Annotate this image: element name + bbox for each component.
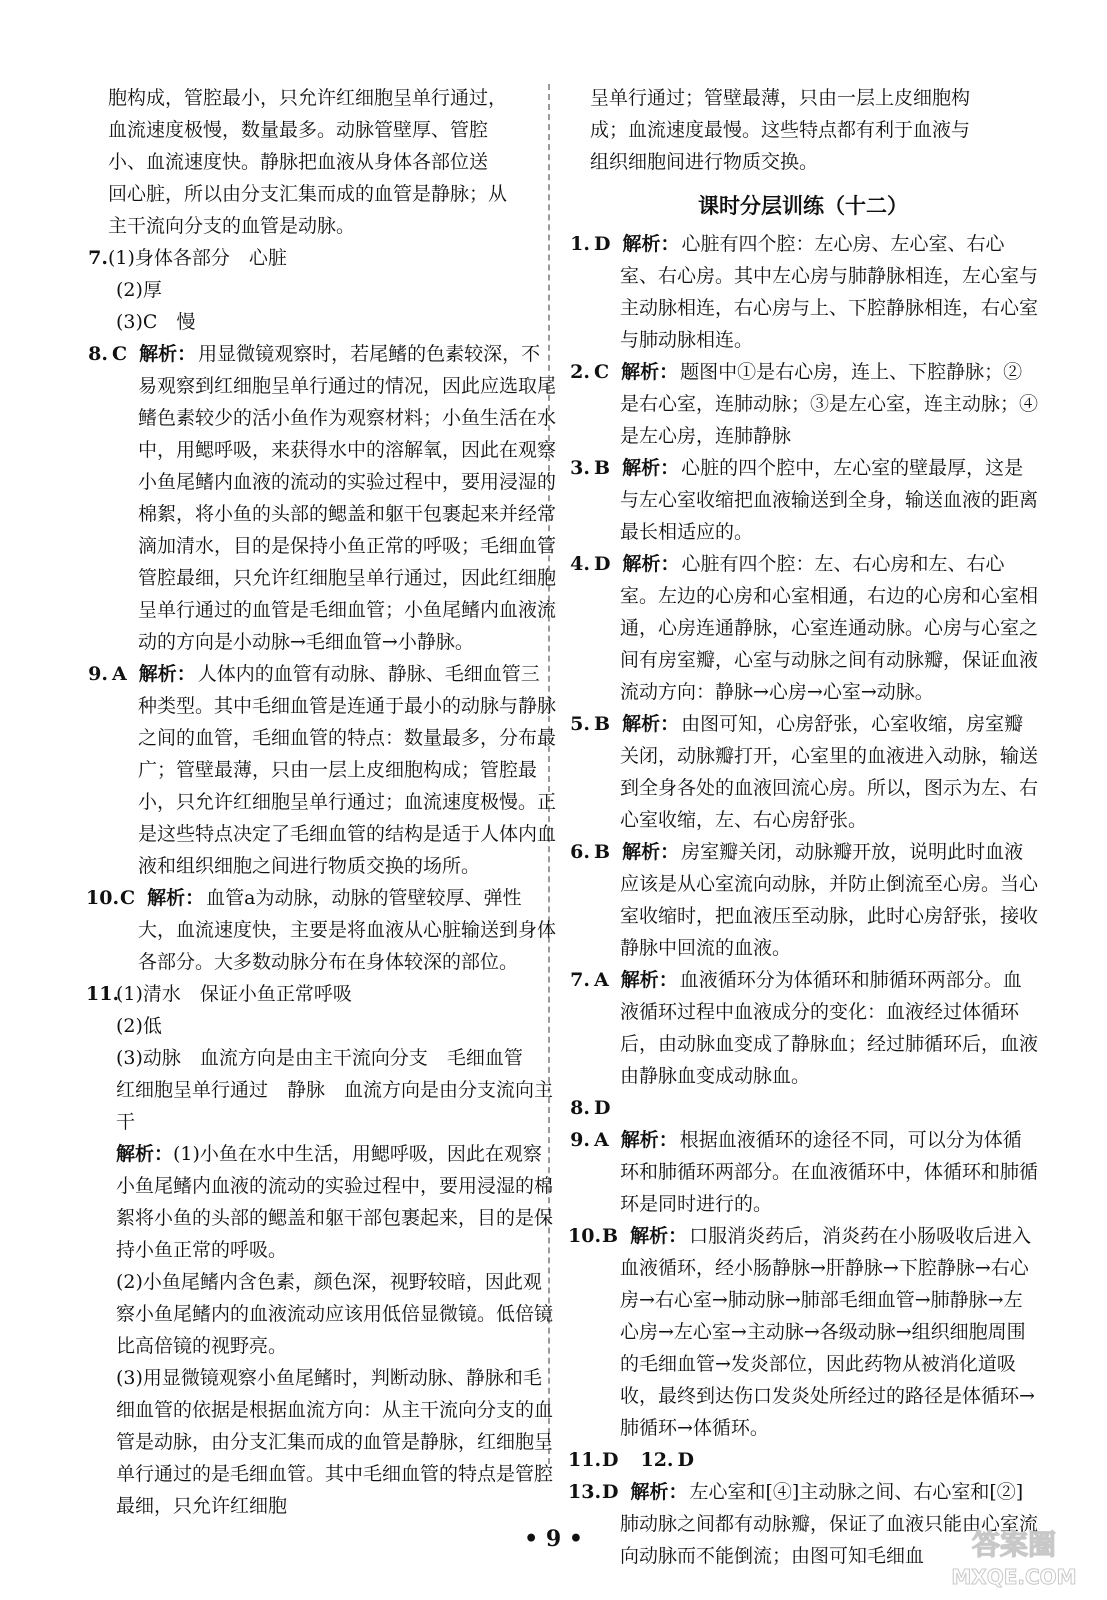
analysis-text: 房室瓣关闭，动脉瓣开放，说明此时血液应该是从心室流向动脉，并防止倒流至心房。当心室收缩时，把血液压至动脉，此时心房舒张，接收静脉中回流的血液。 bbox=[620, 841, 1039, 959]
question-number: 9. bbox=[88, 663, 108, 685]
text-line: 小、血流速度快。静脉把血液从身体各部位送 bbox=[108, 151, 489, 173]
answer-letter: A bbox=[594, 1129, 609, 1151]
answer-letter: D bbox=[602, 1449, 619, 1471]
question-7 bbox=[568, 964, 1038, 1092]
question-6 bbox=[568, 836, 1038, 964]
text-line: 胞构成，管腔最小，只允许红细胞呈单行通过， bbox=[108, 87, 508, 109]
section-title: 课时分层训练（十二） bbox=[698, 194, 908, 218]
analysis-label: 解析： bbox=[622, 553, 680, 575]
answer-line: (1)身体各部分 心脏 bbox=[108, 247, 287, 269]
question-1 bbox=[568, 228, 1038, 356]
analysis-text: (3)用显微镜观察小鱼尾鳍时，判断动脉、静脉和毛细血管的依据是根据血流方向：从主干流向分支的血管是动脉，由分支汇集而成的血管是静脉，红细胞呈单行通过的是毛细血管。其中毛细血管的特点是管腔最细，只允许红细胞 bbox=[116, 1367, 554, 1517]
question-7 bbox=[86, 242, 556, 274]
question-11 bbox=[86, 978, 556, 1010]
answer-letter: D bbox=[594, 553, 611, 575]
question-11-12 bbox=[568, 1444, 1038, 1476]
right-column bbox=[568, 82, 1038, 1572]
answer-letter: D bbox=[594, 233, 611, 255]
question-number: 1. bbox=[570, 233, 590, 255]
text-line: 成；血流速度最慢。这些特点都有利于血液与 bbox=[590, 119, 971, 141]
answer-line: (3)C 慢 bbox=[116, 311, 196, 333]
analysis-text: 心脏的四个腔中，左心室的壁最厚，这是与左心室收缩把血液输送到全身，输送血液的距离最长相适应的。 bbox=[620, 457, 1039, 543]
text-line: 呈单行通过；管壁最薄，只由一层上皮细胞构 bbox=[590, 87, 971, 109]
question-9 bbox=[86, 658, 556, 882]
question-number: 4. bbox=[570, 553, 590, 575]
question-number: 10. bbox=[568, 1225, 602, 1247]
watermark-url: MXQE.COM bbox=[951, 1565, 1077, 1589]
right-intro bbox=[568, 82, 1038, 178]
answer-letter: A bbox=[112, 663, 127, 685]
question-3 bbox=[568, 452, 1038, 548]
question-4 bbox=[568, 548, 1038, 708]
answer-letter: C bbox=[594, 361, 610, 383]
analysis-text: 血管a为动脉，动脉的管壁较厚、弹性大，血流速度快，主要是将血液从心脏输送到身体各部分。大多数动脉分布在身体较深的部位。 bbox=[138, 887, 557, 973]
analysis-label: 解析： bbox=[620, 969, 678, 991]
question-number: 3. bbox=[570, 457, 590, 479]
question-number: 12. bbox=[640, 1449, 674, 1471]
answer-letter: D bbox=[677, 1449, 695, 1471]
answer-letter: B bbox=[594, 713, 611, 735]
question-5 bbox=[568, 708, 1038, 836]
question-10 bbox=[86, 882, 556, 978]
answer-line: (2)厚 bbox=[116, 279, 162, 301]
answer-letter: C bbox=[112, 343, 128, 365]
analysis-text: 题图中①是右心房，连上、下腔静脉；②是右心室，连肺动脉；③是左心室，连主动脉；④是左心房，连肺静脉 bbox=[620, 361, 1039, 447]
answer-line: (1)清水 保证小鱼正常呼吸 bbox=[116, 983, 352, 1005]
question-number: 9. bbox=[570, 1129, 590, 1151]
analysis-label: 解析： bbox=[138, 663, 196, 685]
question-9 bbox=[568, 1124, 1038, 1220]
analysis-label: 解析： bbox=[116, 1143, 174, 1165]
text-line: 主干流向分支的血管是动脉。 bbox=[108, 215, 356, 237]
question-number: 6. bbox=[570, 841, 590, 863]
analysis-label: 解析： bbox=[622, 713, 680, 735]
watermark-logo bbox=[939, 1522, 1089, 1592]
analysis-text: 血液循环分为体循环和肺循环两部分。血液循环过程中血液成分的变化：血液经过体循环后，由动脉血变成了静脉血；经过肺循环后，血液由静脉血变成动脉血。 bbox=[620, 969, 1039, 1087]
analysis-label: 解析： bbox=[139, 343, 197, 365]
analysis-text: 由图可知，心房舒张，心室收缩，房室瓣关闭，动脉瓣打开，心室里的血液进入动脉，输送到全身各处的血液回流心房。所以，图示为左、右心室收缩，左、右心房舒张。 bbox=[620, 713, 1039, 831]
analysis-label: 解析： bbox=[622, 233, 680, 255]
analysis-label: 解析： bbox=[147, 887, 205, 909]
text-line: 血流速度极慢，数量最多。动脉管壁厚、管腔 bbox=[108, 119, 489, 141]
answer-letter: D bbox=[594, 1097, 611, 1119]
watermark-text: 答案圈 bbox=[971, 1528, 1057, 1561]
question-number: 11. bbox=[568, 1449, 602, 1471]
answer-letter: D bbox=[602, 1481, 619, 1503]
question-number: 2. bbox=[570, 361, 590, 383]
question-number: 11. bbox=[86, 983, 120, 1005]
analysis-text: 心脏有四个腔：左心房、左心室、右心室、右心房。其中左心房与肺静脉相连，左心室与主动脉相连，右心房与上、下腔静脉相连，右心室与肺动脉相连。 bbox=[620, 233, 1039, 351]
question-number: 5. bbox=[570, 713, 590, 735]
analysis-text: (2)小鱼尾鳍内含色素，颜色深，视野较暗，因此观察小鱼尾鳍内的血液流动应该用低倍显微镜。低倍镜比高倍镜的视野亮。 bbox=[116, 1271, 554, 1357]
analysis-text: 口服消炎药后，消炎药在小肠吸收后进入血液循环，经小肠静脉→肝静脉→下腔静脉→右心房→右心室→肺动脉→肺部毛细血管→肺静脉→左心房→左心室→主动脉→各级动脉→组织细胞周围的毛细血管→发炎部位，因此药物从被消化道吸收，最终到达伤口发炎处所经过的路径是体循环→肺循环→体循环。 bbox=[620, 1225, 1035, 1439]
text-line: 组织细胞间进行物质交换。 bbox=[590, 151, 819, 173]
answer-line: (2)低 bbox=[116, 1015, 162, 1037]
analysis-label: 解析： bbox=[620, 1129, 678, 1151]
question-8 bbox=[568, 1092, 1038, 1124]
analysis-label: 解析： bbox=[630, 1225, 688, 1247]
question-number: 8. bbox=[88, 343, 108, 365]
question-8 bbox=[86, 338, 556, 658]
analysis-text: 用显微镜观察时，若尾鳍的色素较深，不易观察到红细胞呈单行通过的情况，因此应选取尾鳍色素较少的活小鱼作为观察材料；小鱼生活在水中，用鳃呼吸，来获得水中的溶解氧，因此在观察小鱼尾鳍内血液的流动的实验过程中，要用浸湿的棉絮，将小鱼的头部的鳃盖和躯干包裹起来并经常滴加清水，目的是保持小鱼正常的呼吸；毛细血管管腔最细，只允许红细胞呈单行通过，因此红细胞呈单行通过的血管是毛细血管；小鱼尾鳍内血液流动的方向是小动脉→毛细血管→小静脉。 bbox=[138, 343, 557, 653]
question-number: 7. bbox=[88, 247, 108, 269]
analysis-label: 解析： bbox=[622, 841, 680, 863]
answer-line: (3)动脉 血流方向是由主干流向分支 毛细血管 红细胞呈单行通过 静脉 血流方向是由分支流向主干 bbox=[116, 1047, 554, 1133]
analysis-text: 心脏有四个腔：左、右心房和左、右心室。左边的心房和心室相通，右边的心房和心室相通，心房连通静脉，心室连通动脉。心房与心室之间有房室瓣，心室与动脉之间有动脉瓣，保证血液流动方向：静脉→心房→心室→动脉。 bbox=[620, 553, 1039, 703]
question-number: 13. bbox=[568, 1481, 602, 1503]
question-number: 8. bbox=[570, 1097, 590, 1119]
analysis-label: 解析： bbox=[622, 457, 680, 479]
answer-letter: B bbox=[594, 841, 611, 863]
page-number: • 9 • bbox=[524, 1526, 583, 1552]
analysis-label: 解析： bbox=[621, 361, 679, 383]
question-number: 7. bbox=[570, 969, 590, 991]
question-11-analysis bbox=[86, 1138, 556, 1266]
question-2 bbox=[568, 356, 1038, 452]
answer-letter: B bbox=[594, 457, 611, 479]
question-number: 10. bbox=[86, 887, 120, 909]
question-10 bbox=[568, 1220, 1038, 1444]
text-line: 回心脏，所以由分支汇集而成的血管是静脉；从 bbox=[108, 183, 508, 205]
analysis-text: 人体内的血管有动脉、静脉、毛细血管三种类型。其中毛细血管是连通于最小的动脉与静脉之间的血管，毛细血管的特点：数量最多，分布最广；管壁最薄，只由一层上皮细胞构成；管腔最小，只允许红细胞呈单行通过；血流速度极慢。正是这些特点决定了毛细血管的结构是适于人体内血液和组织细胞之间进行物质交换的场所。 bbox=[138, 663, 557, 877]
answer-letter: A bbox=[594, 969, 609, 991]
analysis-text: (1)小鱼在水中生活，用鳃呼吸，因此在观察小鱼尾鳍内血液的流动的实验过程中，要用浸湿的棉絮将小鱼的头部的鳃盖和躯干部包裹起来，目的是保持小鱼正常的呼吸。 bbox=[116, 1143, 554, 1261]
analysis-text: 左心室和[④]主动脉之间、右心室和[②]肺动脉之间都有动脉瓣，保证了血液只能由心室流向动脉而不能倒流；由图可知毛细血 bbox=[620, 1481, 1039, 1567]
left-intro bbox=[86, 82, 556, 242]
left-column bbox=[86, 82, 556, 1522]
answer-letter: B bbox=[602, 1225, 619, 1247]
analysis-label: 解析： bbox=[630, 1481, 688, 1503]
answer-letter: C bbox=[120, 887, 136, 909]
analysis-text: 根据血液循环的途径不同，可以分为体循环和肺循环两部分。在血液循环中，体循环和肺循环是同时进行的。 bbox=[620, 1129, 1039, 1215]
